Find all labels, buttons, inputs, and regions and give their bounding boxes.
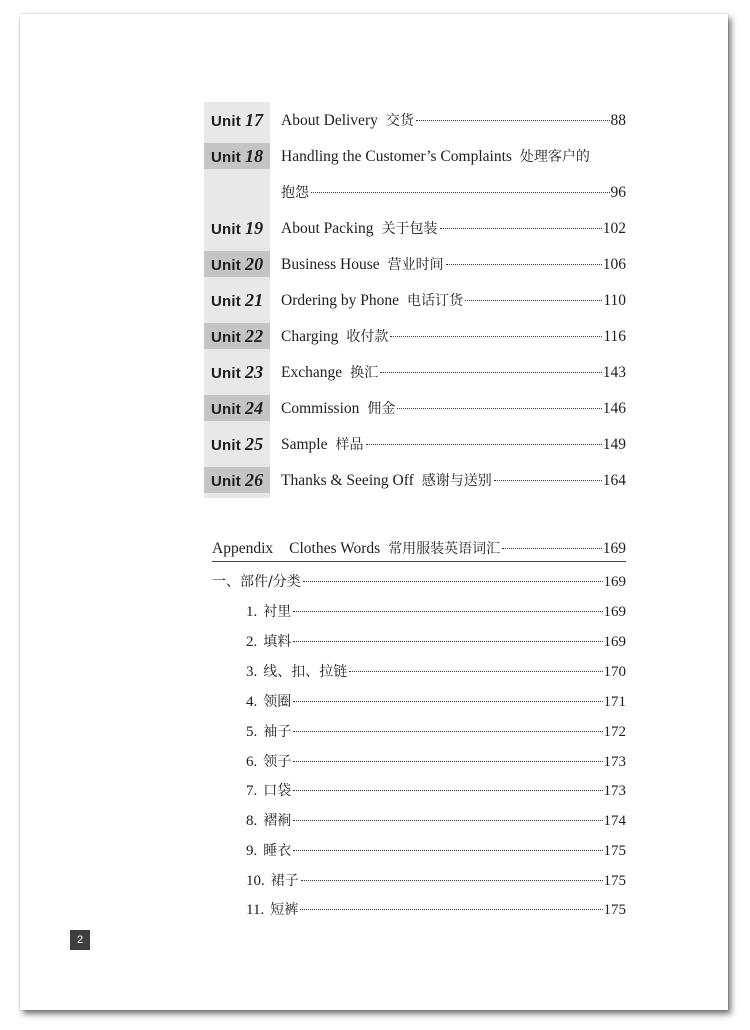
toc-entry-unit-24[interactable] — [204, 390, 626, 426]
page-number: 169 — [602, 540, 626, 557]
toc-subentry[interactable] — [246, 751, 626, 773]
unit-label: Unit — [211, 149, 241, 166]
page-folio: 2 — [70, 930, 90, 950]
unit-list — [204, 102, 626, 498]
unit-number: 26 — [244, 470, 264, 490]
unit-badge — [204, 138, 270, 210]
subentry-title: 衬里 — [263, 604, 292, 620]
unit-title-cn: 感谢与送别 — [421, 473, 492, 489]
unit-title-cn: 电话订货 — [406, 293, 463, 309]
dot-leader — [293, 701, 602, 702]
page-number: 170 — [603, 664, 626, 680]
page-number: 143 — [602, 364, 626, 381]
page-number: 173 — [603, 783, 626, 799]
subentry-title: 袖子 — [263, 724, 292, 740]
page-number: 149 — [602, 436, 626, 453]
toc-entry-unit-26[interactable] — [204, 462, 626, 498]
toc-entry-unit-17[interactable] — [204, 102, 626, 138]
subentry-number: 10. — [246, 873, 265, 889]
unit-badge — [204, 390, 270, 426]
section-label: 一、部件/分类 — [212, 574, 301, 590]
dot-leader — [293, 731, 602, 732]
page-number: 88 — [610, 112, 626, 129]
subentry-title: 填料 — [263, 634, 292, 650]
dot-leader — [397, 408, 601, 409]
page-number: 102 — [602, 220, 626, 237]
unit-title-cn: 处理客户的 — [519, 149, 590, 165]
page-number: 175 — [603, 843, 626, 859]
toc-subentry[interactable] — [246, 601, 626, 623]
subentry-title: 口袋 — [263, 783, 292, 799]
dot-leader — [366, 444, 602, 445]
dot-leader — [390, 336, 602, 337]
unit-number: 24 — [244, 398, 264, 418]
page-number: 106 — [602, 256, 626, 273]
page-number: 164 — [602, 472, 626, 489]
appendix-title-cn: 常用服装英语词汇 — [388, 541, 501, 557]
toc-subentry[interactable] — [246, 661, 626, 683]
unit-label: Unit — [211, 257, 241, 274]
unit-title: About Packing — [281, 220, 374, 237]
subentry-number: 9. — [246, 843, 258, 859]
toc-subentry[interactable] — [246, 899, 626, 921]
unit-number: 21 — [244, 290, 264, 310]
appendix-label: Appendix — [212, 540, 274, 557]
unit-title: Commission — [281, 400, 360, 417]
unit-title-cn: 关于包装 — [381, 221, 438, 237]
unit-number: 25 — [244, 434, 264, 454]
dot-leader — [494, 480, 602, 481]
dot-leader — [349, 671, 602, 672]
subentry-title: 褶裥 — [263, 813, 292, 829]
toc-entry-unit-25[interactable] — [204, 426, 626, 462]
unit-title: About Delivery — [281, 112, 378, 129]
page-number: 173 — [603, 754, 626, 770]
unit-title: Ordering by Phone — [281, 292, 399, 309]
unit-number: 23 — [244, 362, 264, 382]
toc-entry-unit-22[interactable] — [204, 318, 626, 354]
unit-badge — [204, 246, 270, 282]
page-number: 175 — [603, 873, 626, 889]
unit-number: 20 — [244, 254, 264, 274]
toc-subentry[interactable] — [246, 691, 626, 713]
unit-title: Exchange — [281, 364, 343, 381]
dot-leader — [311, 192, 610, 193]
unit-number: 19 — [244, 218, 264, 238]
unit-title: Sample — [281, 436, 328, 453]
dot-leader — [301, 880, 603, 881]
unit-badge — [204, 462, 270, 498]
subentry-number: 4. — [246, 694, 258, 710]
subentry-title: 领子 — [263, 754, 292, 770]
toc-entry-unit-21[interactable] — [204, 282, 626, 318]
unit-title-cn: 样品 — [335, 437, 364, 453]
toc-subentry[interactable] — [246, 840, 626, 862]
page-number: 172 — [603, 724, 626, 740]
toc-subentry[interactable] — [246, 631, 626, 653]
unit-label: Unit — [211, 329, 241, 346]
dot-leader — [416, 120, 610, 121]
toc-entry-unit-18[interactable] — [204, 138, 626, 210]
subentry-number: 7. — [246, 783, 258, 799]
unit-number: 17 — [244, 110, 264, 130]
toc-subentry[interactable] — [246, 870, 626, 892]
unit-label: Unit — [211, 437, 241, 454]
dot-leader — [440, 228, 602, 229]
unit-label: Unit — [211, 293, 241, 310]
subentry-number: 8. — [246, 813, 258, 829]
dot-leader — [293, 641, 602, 642]
subentry-number: 11. — [246, 902, 265, 918]
toc-entry-appendix[interactable] — [212, 538, 626, 560]
toc-subentry[interactable] — [246, 810, 626, 832]
unit-badge — [204, 210, 270, 246]
page-number: 169 — [603, 604, 626, 620]
page-number: 169 — [603, 634, 626, 650]
unit-title: Charging — [281, 328, 339, 345]
subentry-title: 裙子 — [270, 873, 299, 889]
appendix-title: Clothes Words — [289, 540, 381, 557]
page-number: 116 — [603, 328, 626, 345]
page-number: 174 — [603, 813, 626, 829]
subentry-number: 3. — [246, 664, 258, 680]
unit-label: Unit — [211, 473, 241, 490]
toc-entry-section-1[interactable] — [212, 571, 626, 593]
subentry-title: 线、扣、拉链 — [263, 664, 348, 680]
unit-label: Unit — [211, 113, 241, 130]
unit-badge — [204, 102, 270, 138]
toc-subentry[interactable] — [246, 721, 626, 743]
dot-leader — [293, 790, 602, 791]
unit-title-cn: 换汇 — [350, 365, 379, 381]
subentry-number: 6. — [246, 754, 258, 770]
unit-label: Unit — [211, 401, 241, 418]
dot-leader — [293, 611, 602, 612]
dot-leader — [293, 820, 602, 821]
subentry-number: 1. — [246, 604, 258, 620]
unit-label: Unit — [211, 365, 241, 382]
page-number: 171 — [603, 694, 626, 710]
unit-title-cn: 营业时间 — [387, 257, 444, 273]
toc-entry-unit-19[interactable] — [204, 210, 626, 246]
subentry-title: 领圈 — [263, 694, 292, 710]
unit-title-cn-continued: 抱怨 — [281, 185, 309, 201]
subentry-title: 睡衣 — [263, 843, 292, 859]
page-number: 96 — [610, 184, 626, 201]
appendix-underline — [212, 561, 626, 562]
dot-leader — [293, 850, 602, 851]
dot-leader — [380, 372, 602, 373]
unit-title: Thanks & Seeing Off — [281, 472, 414, 489]
unit-badge — [204, 426, 270, 462]
page-number: 175 — [603, 902, 626, 918]
unit-badge — [204, 318, 270, 354]
subentry-number: 5. — [246, 724, 258, 740]
unit-title-cn: 收付款 — [346, 329, 389, 345]
unit-title: Handling the Customer’s Complaints — [281, 148, 512, 165]
unit-title-cn: 交货 — [385, 113, 414, 129]
toc-entry-unit-20[interactable] — [204, 246, 626, 282]
unit-title: Business House — [281, 256, 380, 273]
page-number: 146 — [602, 400, 626, 417]
dot-leader — [446, 264, 602, 265]
unit-title-cn: 佣金 — [367, 401, 396, 417]
subentry-number: 2. — [246, 634, 258, 650]
unit-label: Unit — [211, 221, 241, 238]
unit-number: 22 — [244, 326, 264, 346]
page-number: 169 — [603, 574, 626, 590]
toc-subentry[interactable] — [246, 780, 626, 802]
dot-leader — [300, 909, 602, 910]
page-number: 110 — [603, 292, 626, 309]
unit-badge — [204, 282, 270, 318]
dot-leader — [502, 548, 602, 549]
dot-leader — [303, 581, 603, 582]
subentry-title: 短裤 — [270, 902, 299, 918]
unit-badge — [204, 354, 270, 390]
toc-entry-unit-23[interactable] — [204, 354, 626, 390]
dot-leader — [465, 300, 602, 301]
unit-number: 18 — [244, 146, 264, 166]
dot-leader — [293, 761, 602, 762]
